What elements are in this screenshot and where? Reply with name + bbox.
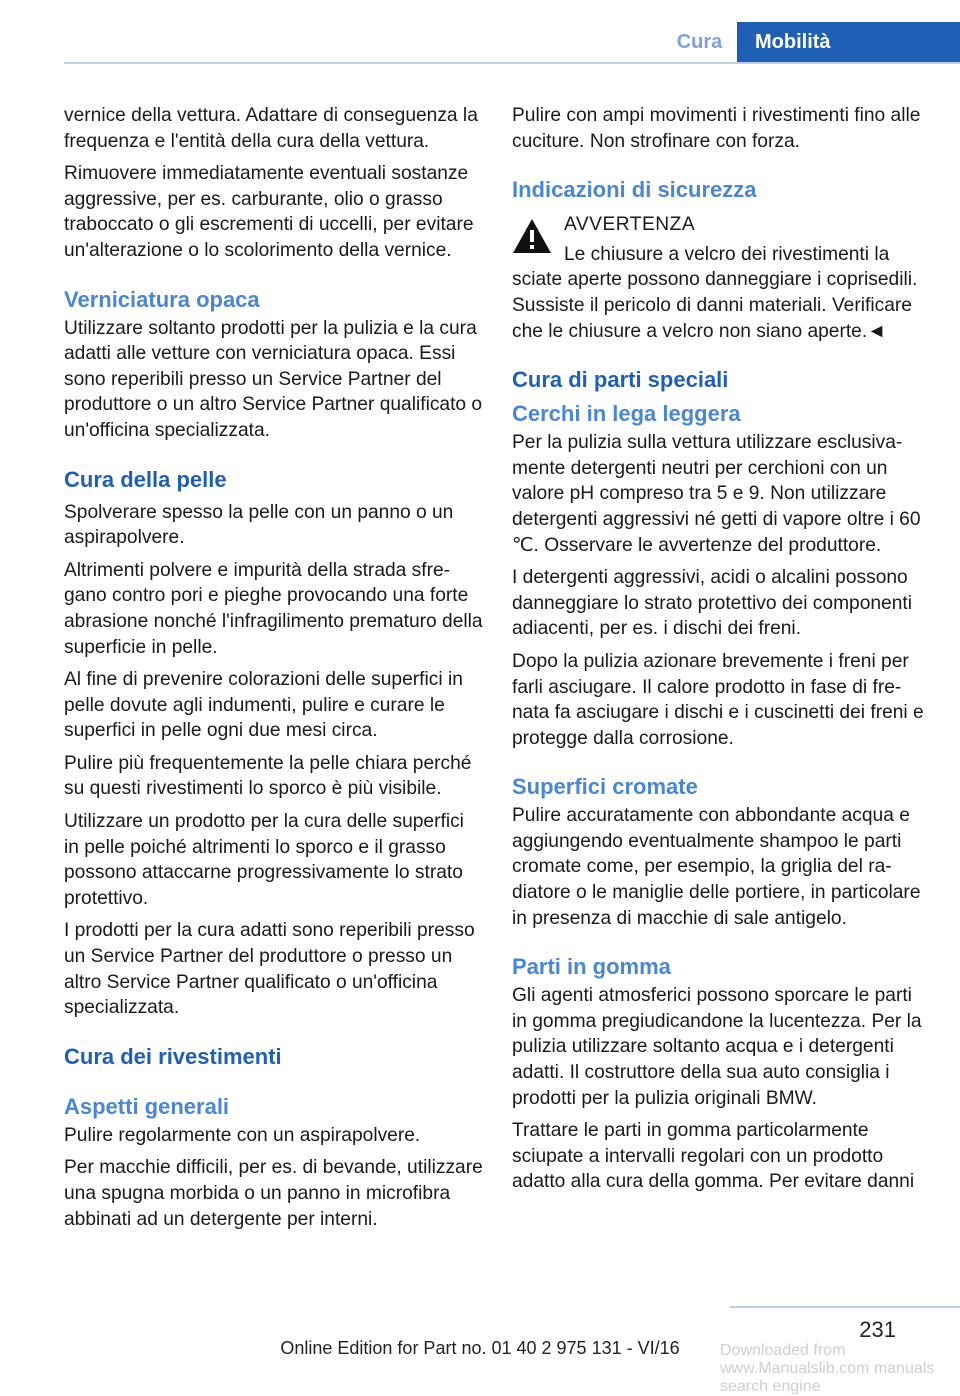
paragraph: Utilizzare soltanto prodotti per la pulizia e la cura adatti alle vetture con verniciatura opaca. Essi sono reperibili presso un Service Partner del produttore o un altro Service Partner qualificato o un'officina specializzata.: [64, 317, 483, 441]
header-divider: [64, 62, 960, 64]
paragraph: Rimuovere immediatamente eventuali sostanze aggressive, per es. carburante, olio o grasso traboccato o gli escrementi di uccelli, per evitare un'alterazione o lo scolorimento della vernice.: [64, 163, 474, 261]
right-column: [512, 103, 932, 1202]
tab-cura: Cura: [676, 30, 723, 53]
heading-indicazioni-sicurezza: Indicazioni di sicurezza: [512, 177, 757, 203]
heading-superfici-cromate: Superfici cromate: [512, 774, 698, 800]
paragraph: vernice della vettura. Adattare di conseguenza la frequenza e l'entità della cura della vettura.: [64, 105, 478, 152]
paragraph: Altrimenti polvere e impurità della strada sfregano contro pori e pieghe provocando una forte abrasione nonché l'infragilimento prematuro della superficie in pelle.: [64, 559, 483, 658]
heading-cura-parti-speciali: Cura di parti speciali: [512, 367, 729, 393]
warning-text: Le chiusure a velcro dei rivestimenti la: [564, 243, 890, 265]
warning-text-continued: sciate aperte possono danneggiare i coprisedili. Sussiste il pericolo di danni materiali. Verificare che le chiusure a velcro non siano aperte.◄: [512, 269, 918, 342]
warning-title: AVVERTENZA: [564, 214, 696, 236]
paragraph: Pulire accuratamente con abbondante acqua e aggiungendo eventualmente shampoo le parti cromate come, per esempio, la griglia del radiatore o le maniglie delle portiere, in particolare in presenza di macchie di sale antigelo.: [512, 805, 921, 929]
paragraph: Dopo la pulizia azionare brevemente i freni per farli asciugare. Il calore prodotto in fase di frenata fa asciugare i dischi e i cuscinetti dei freni e protegge dalla corrosione.: [512, 650, 924, 749]
heading-verniciatura-opaca: Verniciatura opaca: [64, 286, 260, 312]
warning-block: [512, 212, 932, 344]
header-tabs: [0, 22, 960, 62]
heading-parti-gomma: Parti in gomma: [512, 954, 671, 980]
paragraph: Al fine di prevenire colorazioni delle superfici in pelle dovute agli indumenti, pulire e curare le superfici in pelle ogni due mesi circa.: [64, 669, 463, 742]
paragraph: I prodotti per la cura adatti sono reperibili presso un Service Partner del produttore o presso un altro Service Partner qualificato o un'officina specializzata.: [64, 920, 475, 1019]
footer-divider: [730, 1306, 960, 1308]
tab-mobilita: Mobilità: [737, 22, 960, 62]
paragraph: Pulire più frequentemente la pelle chiara perché su questi rivestimenti lo sporco è più visibile.: [64, 752, 472, 800]
paragraph: Pulire con ampi movimenti i rivestimenti fino alle cuciture. Non strofinare con forza.: [512, 105, 921, 152]
left-column: [64, 103, 484, 1239]
heading-aspetti-generali: Aspetti generali: [64, 1093, 230, 1119]
watermark: Downloaded from www.Manualslib.com manuals search engine: [720, 1342, 935, 1395]
page-number: 231: [859, 1317, 896, 1342]
heading-cura-pelle: Cura della pelle: [64, 466, 227, 492]
paragraph: Trattare le parti in gomma particolarmente sciupate a intervalli regolari con un prodotto adatto alla cura della gomma. Per evitare danni: [512, 1120, 915, 1193]
paragraph: Per macchie difficili, per es. di bevande, utilizzare una spugna morbida o un panno in microfibra abbinati ad un detergente per interni.: [64, 1157, 483, 1230]
paragraph: Pulire regolarmente con un aspirapolvere.: [64, 1124, 421, 1146]
warning-triangle-icon: [512, 218, 552, 254]
paragraph: Per la pulizia sulla vettura utilizzare esclusivamente detergenti neutri per cerchioni con un valore pH compreso tra 5 e 9. Non utilizzare detergenti aggressivi né getti di vapore oltre i 60 ℃. Osservare le avvertenze del produttore.: [512, 432, 921, 556]
heading-cerchi-lega: Cerchi in lega leggera: [512, 401, 741, 427]
paragraph: Utilizzare un prodotto per la cura delle superfici in pelle poiché altrimenti lo sporco e il grasso possono attaccarne progressivamente lo strato protettivo.: [64, 811, 464, 909]
paragraph: Gli agenti atmosferici possono sporcare le parti in gomma pregiudicandone la lucentezza. Per la pulizia utilizzare soltanto acqua e i detergenti adatti. Il costruttore della sua auto consiglia i prodotti per la pulizia originali BMW.: [512, 985, 922, 1109]
paragraph: I detergenti aggressivi, acidi o alcalini possono danneggiare lo strato protettivo dei componenti adiacenti, per es. i dischi dei freni.: [512, 567, 912, 640]
edition-footer: Online Edition for Part no. 01 40 2 975 131 - VI/16: [280, 1338, 680, 1358]
heading-cura-rivestimenti: Cura dei rivestimenti: [64, 1043, 282, 1069]
paragraph: Spolverare spesso la pelle con un panno o un aspirapolvere.: [64, 501, 454, 549]
